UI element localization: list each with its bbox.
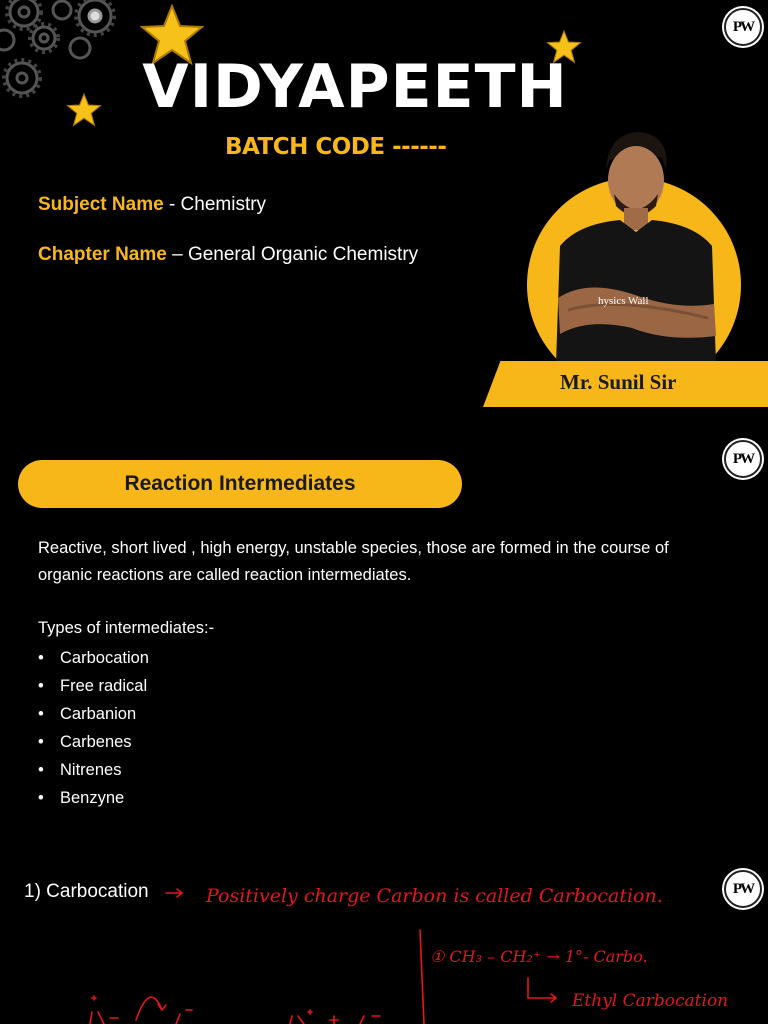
chapter-value: – General Organic Chemistry	[172, 244, 419, 265]
batch-code: BATCH CODE ------	[225, 134, 447, 160]
list-item: • Free radical	[38, 672, 149, 700]
example-line: ① CH₃ – CH₂⁺ → 1°- Carbo.	[430, 947, 648, 966]
subject-line	[38, 194, 266, 216]
pw-logo-icon: PW	[724, 870, 762, 908]
types-list	[38, 644, 149, 812]
list-item: • Benzyne	[38, 784, 149, 812]
subject-label: Subject Name	[38, 194, 164, 215]
teacher-name: Mr. Sunil Sir	[560, 370, 677, 394]
carbocation-heading: 1) Carbocation	[24, 881, 149, 902]
definition-line: Reactive, short lived , high energy, unstable species, those are formed in the course of	[38, 539, 669, 557]
pw-logo-icon: PW	[724, 8, 762, 46]
definition-line: organic reactions are called reaction intermediates.	[38, 566, 412, 584]
handwritten-notes	[0, 860, 768, 1024]
chapter-line	[38, 244, 418, 266]
list-item: • Carbenes	[38, 728, 149, 756]
teacher-photo	[548, 128, 722, 364]
subject-value: - Chemistry	[168, 194, 267, 215]
list-item: • Carbocation	[38, 644, 149, 672]
shirt-text: hysics Wall	[598, 295, 649, 307]
page-title: VIDYAPEETH	[142, 52, 568, 122]
pw-logo-icon: PW	[724, 440, 762, 478]
section-heading: Reaction Intermediates	[124, 472, 356, 495]
list-item: • Nitrenes	[38, 756, 149, 784]
example-name: Ethyl Carbocation	[572, 991, 729, 1011]
list-item: • Carbanion	[38, 700, 149, 728]
chapter-label: Chapter Name	[38, 244, 167, 265]
definition-paragraph	[38, 535, 738, 589]
section-heading-pill	[18, 460, 462, 508]
handwritten-definition: Positively charge Carbon is called Carbocation.	[206, 885, 663, 907]
types-label: Types of intermediates:-	[38, 619, 215, 637]
